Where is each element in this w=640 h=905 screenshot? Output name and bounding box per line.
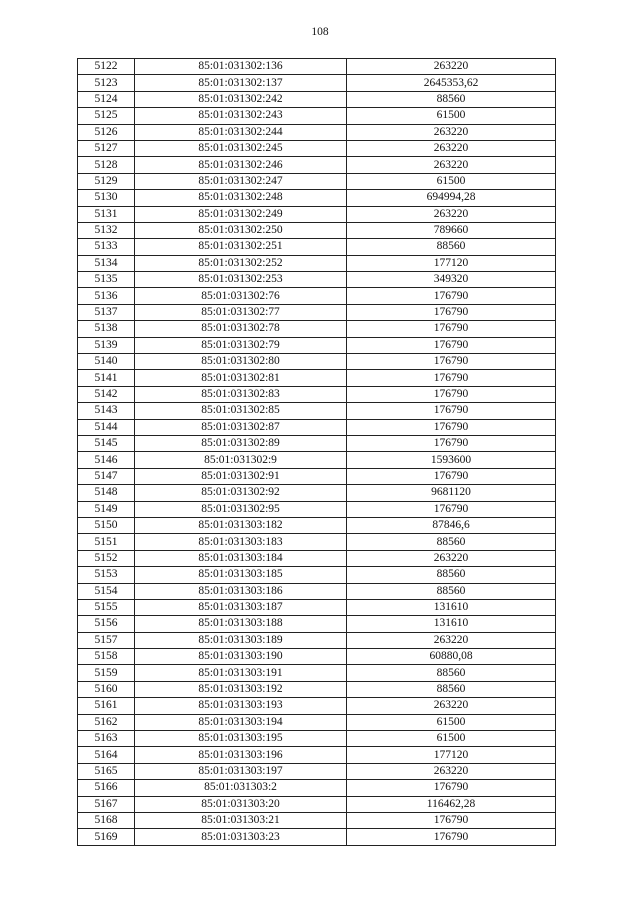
row-number-cell: 5157 xyxy=(78,632,135,648)
cadastral-number-cell: 85:01:031302:249 xyxy=(135,206,347,222)
cadastral-value-cell: 177120 xyxy=(347,747,556,763)
row-number-cell: 5167 xyxy=(78,796,135,812)
cadastral-value-cell: 88560 xyxy=(347,567,556,583)
row-number-cell: 5158 xyxy=(78,649,135,665)
row-number-cell: 5165 xyxy=(78,763,135,779)
row-number-cell: 5154 xyxy=(78,583,135,599)
table-row xyxy=(78,649,556,665)
cadastral-value-cell: 176790 xyxy=(347,435,556,451)
cadastral-number-cell: 85:01:031302:87 xyxy=(135,419,347,435)
table-row xyxy=(78,796,556,812)
cadastral-number-cell: 85:01:031302:85 xyxy=(135,403,347,419)
table-row xyxy=(78,599,556,615)
cadastral-value-cell: 176790 xyxy=(347,501,556,517)
table-row xyxy=(78,616,556,632)
cadastral-number-cell: 85:01:031302:95 xyxy=(135,501,347,517)
cadastral-number-cell: 85:01:031303:187 xyxy=(135,599,347,615)
row-number-cell: 5147 xyxy=(78,468,135,484)
row-number-cell: 5131 xyxy=(78,206,135,222)
cadastral-number-cell: 85:01:031303:23 xyxy=(135,829,347,845)
cadastral-value-cell: 263220 xyxy=(347,763,556,779)
table-row xyxy=(78,452,556,468)
cadastral-value-cell: 88560 xyxy=(347,534,556,550)
cadastral-value-cell: 176790 xyxy=(347,304,556,320)
row-number-cell: 5143 xyxy=(78,403,135,419)
cadastral-number-cell: 85:01:031302:253 xyxy=(135,272,347,288)
row-number-cell: 5128 xyxy=(78,157,135,173)
cadastral-number-cell: 85:01:031302:246 xyxy=(135,157,347,173)
cadastral-value-cell: 349320 xyxy=(347,272,556,288)
cadastral-value-cell: 176790 xyxy=(347,812,556,828)
cadastral-value-cell: 176790 xyxy=(347,829,556,845)
row-number-cell: 5161 xyxy=(78,698,135,714)
cadastral-value-cell: 263220 xyxy=(347,157,556,173)
row-number-cell: 5146 xyxy=(78,452,135,468)
cadastral-number-cell: 85:01:031303:185 xyxy=(135,567,347,583)
table-row xyxy=(78,206,556,222)
table-row xyxy=(78,140,556,156)
table-row xyxy=(78,370,556,386)
cadastral-value-cell: 87846,6 xyxy=(347,517,556,533)
cadastral-number-cell: 85:01:031302:77 xyxy=(135,304,347,320)
table-row xyxy=(78,403,556,419)
row-number-cell: 5126 xyxy=(78,124,135,140)
table-row xyxy=(78,59,556,75)
row-number-cell: 5145 xyxy=(78,435,135,451)
cadastral-number-cell: 85:01:031302:136 xyxy=(135,59,347,75)
table-row xyxy=(78,272,556,288)
table-row xyxy=(78,239,556,255)
cadastral-number-cell: 85:01:031302:89 xyxy=(135,435,347,451)
table-row xyxy=(78,583,556,599)
table-row xyxy=(78,255,556,271)
cadastral-number-cell: 85:01:031303:192 xyxy=(135,681,347,697)
cadastral-number-cell: 85:01:031303:189 xyxy=(135,632,347,648)
row-number-cell: 5156 xyxy=(78,616,135,632)
cadastral-value-cell: 88560 xyxy=(347,583,556,599)
cadastral-number-cell: 85:01:031302:242 xyxy=(135,91,347,107)
cadastral-value-cell: 9681120 xyxy=(347,485,556,501)
row-number-cell: 5164 xyxy=(78,747,135,763)
row-number-cell: 5169 xyxy=(78,829,135,845)
table-row xyxy=(78,354,556,370)
cadastral-number-cell: 85:01:031302:250 xyxy=(135,222,347,238)
cadastral-number-cell: 85:01:031302:251 xyxy=(135,239,347,255)
cadastral-number-cell: 85:01:031302:78 xyxy=(135,321,347,337)
cadastral-value-cell: 88560 xyxy=(347,681,556,697)
cadastral-number-cell: 85:01:031303:2 xyxy=(135,780,347,796)
cadastral-number-cell: 85:01:031302:243 xyxy=(135,108,347,124)
table-row xyxy=(78,731,556,747)
row-number-cell: 5132 xyxy=(78,222,135,238)
table-row xyxy=(78,698,556,714)
cadastral-value-table xyxy=(77,58,556,846)
row-number-cell: 5122 xyxy=(78,59,135,75)
cadastral-number-cell: 85:01:031302:244 xyxy=(135,124,347,140)
cadastral-value-cell: 61500 xyxy=(347,714,556,730)
cadastral-number-cell: 85:01:031303:186 xyxy=(135,583,347,599)
cadastral-value-cell: 88560 xyxy=(347,239,556,255)
cadastral-value-cell: 263220 xyxy=(347,698,556,714)
cadastral-value-cell: 176790 xyxy=(347,780,556,796)
table-row xyxy=(78,780,556,796)
table-row xyxy=(78,108,556,124)
cadastral-number-cell: 85:01:031303:194 xyxy=(135,714,347,730)
row-number-cell: 5150 xyxy=(78,517,135,533)
table-row xyxy=(78,337,556,353)
cadastral-value-cell: 116462,28 xyxy=(347,796,556,812)
cadastral-value-cell: 2645353,62 xyxy=(347,75,556,91)
table-row xyxy=(78,550,556,566)
cadastral-number-cell: 85:01:031303:20 xyxy=(135,796,347,812)
cadastral-number-cell: 85:01:031302:92 xyxy=(135,485,347,501)
row-number-cell: 5134 xyxy=(78,255,135,271)
cadastral-number-cell: 85:01:031302:80 xyxy=(135,354,347,370)
cadastral-number-cell: 85:01:031303:184 xyxy=(135,550,347,566)
cadastral-value-cell: 176790 xyxy=(347,370,556,386)
cadastral-number-cell: 85:01:031303:182 xyxy=(135,517,347,533)
cadastral-value-cell: 263220 xyxy=(347,59,556,75)
table-row xyxy=(78,386,556,402)
cadastral-number-cell: 85:01:031302:137 xyxy=(135,75,347,91)
cadastral-value-cell: 263220 xyxy=(347,124,556,140)
table-row xyxy=(78,812,556,828)
row-number-cell: 5144 xyxy=(78,419,135,435)
cadastral-value-cell: 694994,28 xyxy=(347,190,556,206)
cadastral-value-cell: 176790 xyxy=(347,386,556,402)
row-number-cell: 5163 xyxy=(78,731,135,747)
table-row xyxy=(78,829,556,845)
row-number-cell: 5160 xyxy=(78,681,135,697)
cadastral-value-cell: 61500 xyxy=(347,108,556,124)
row-number-cell: 5142 xyxy=(78,386,135,402)
cadastral-number-cell: 85:01:031303:193 xyxy=(135,698,347,714)
cadastral-number-cell: 85:01:031303:196 xyxy=(135,747,347,763)
row-number-cell: 5152 xyxy=(78,550,135,566)
table-row xyxy=(78,222,556,238)
cadastral-value-cell: 176790 xyxy=(347,354,556,370)
table-row xyxy=(78,485,556,501)
row-number-cell: 5130 xyxy=(78,190,135,206)
table-row xyxy=(78,501,556,517)
cadastral-value-cell: 263220 xyxy=(347,550,556,566)
cadastral-value-cell: 176790 xyxy=(347,403,556,419)
cadastral-number-cell: 85:01:031302:79 xyxy=(135,337,347,353)
cadastral-value-cell: 61500 xyxy=(347,731,556,747)
cadastral-value-cell: 263220 xyxy=(347,632,556,648)
table-row xyxy=(78,517,556,533)
cadastral-number-cell: 85:01:031302:9 xyxy=(135,452,347,468)
row-number-cell: 5155 xyxy=(78,599,135,615)
cadastral-number-cell: 85:01:031302:81 xyxy=(135,370,347,386)
cadastral-number-cell: 85:01:031302:245 xyxy=(135,140,347,156)
table-row xyxy=(78,75,556,91)
table-row xyxy=(78,419,556,435)
table-row xyxy=(78,665,556,681)
table-row xyxy=(78,714,556,730)
table-row xyxy=(78,468,556,484)
cadastral-value-cell: 88560 xyxy=(347,91,556,107)
row-number-cell: 5124 xyxy=(78,91,135,107)
cadastral-value-cell: 131610 xyxy=(347,616,556,632)
cadastral-value-cell: 176790 xyxy=(347,288,556,304)
row-number-cell: 5151 xyxy=(78,534,135,550)
row-number-cell: 5129 xyxy=(78,173,135,189)
table-row xyxy=(78,534,556,550)
row-number-cell: 5136 xyxy=(78,288,135,304)
cadastral-value-cell: 176790 xyxy=(347,419,556,435)
cadastral-number-cell: 85:01:031302:83 xyxy=(135,386,347,402)
cadastral-value-cell: 789660 xyxy=(347,222,556,238)
cadastral-value-cell: 177120 xyxy=(347,255,556,271)
row-number-cell: 5125 xyxy=(78,108,135,124)
table-body xyxy=(78,59,556,846)
row-number-cell: 5137 xyxy=(78,304,135,320)
cadastral-number-cell: 85:01:031303:191 xyxy=(135,665,347,681)
cadastral-value-cell: 263220 xyxy=(347,206,556,222)
cadastral-value-cell: 61500 xyxy=(347,173,556,189)
page-number: 108 xyxy=(311,26,329,38)
row-number-cell: 5148 xyxy=(78,485,135,501)
cadastral-number-cell: 85:01:031303:190 xyxy=(135,649,347,665)
table-row xyxy=(78,632,556,648)
row-number-cell: 5127 xyxy=(78,140,135,156)
table-row xyxy=(78,567,556,583)
row-number-cell: 5159 xyxy=(78,665,135,681)
table-row xyxy=(78,681,556,697)
cadastral-number-cell: 85:01:031302:252 xyxy=(135,255,347,271)
cadastral-number-cell: 85:01:031302:76 xyxy=(135,288,347,304)
cadastral-number-cell: 85:01:031303:188 xyxy=(135,616,347,632)
table-row xyxy=(78,91,556,107)
table-row xyxy=(78,435,556,451)
cadastral-number-cell: 85:01:031302:247 xyxy=(135,173,347,189)
row-number-cell: 5168 xyxy=(78,812,135,828)
cadastral-value-cell: 176790 xyxy=(347,321,556,337)
row-number-cell: 5162 xyxy=(78,714,135,730)
row-number-cell: 5123 xyxy=(78,75,135,91)
row-number-cell: 5141 xyxy=(78,370,135,386)
cadastral-value-cell: 1593600 xyxy=(347,452,556,468)
row-number-cell: 5138 xyxy=(78,321,135,337)
cadastral-value-cell: 263220 xyxy=(347,140,556,156)
row-number-cell: 5153 xyxy=(78,567,135,583)
table-row xyxy=(78,157,556,173)
cadastral-number-cell: 85:01:031302:91 xyxy=(135,468,347,484)
table-row xyxy=(78,124,556,140)
table-row xyxy=(78,304,556,320)
row-number-cell: 5133 xyxy=(78,239,135,255)
cadastral-value-cell: 176790 xyxy=(347,468,556,484)
table-row xyxy=(78,173,556,189)
cadastral-value-cell: 88560 xyxy=(347,665,556,681)
table-row xyxy=(78,288,556,304)
row-number-cell: 5166 xyxy=(78,780,135,796)
cadastral-number-cell: 85:01:031303:183 xyxy=(135,534,347,550)
table-row xyxy=(78,747,556,763)
cadastral-number-cell: 85:01:031303:197 xyxy=(135,763,347,779)
row-number-cell: 5149 xyxy=(78,501,135,517)
row-number-cell: 5139 xyxy=(78,337,135,353)
table-row xyxy=(78,190,556,206)
cadastral-value-cell: 176790 xyxy=(347,337,556,353)
cadastral-number-cell: 85:01:031303:21 xyxy=(135,812,347,828)
cadastral-value-cell: 60880,08 xyxy=(347,649,556,665)
table-row xyxy=(78,321,556,337)
row-number-cell: 5135 xyxy=(78,272,135,288)
cadastral-number-cell: 85:01:031302:248 xyxy=(135,190,347,206)
cadastral-number-cell: 85:01:031303:195 xyxy=(135,731,347,747)
table-row xyxy=(78,763,556,779)
cadastral-value-cell: 131610 xyxy=(347,599,556,615)
row-number-cell: 5140 xyxy=(78,354,135,370)
